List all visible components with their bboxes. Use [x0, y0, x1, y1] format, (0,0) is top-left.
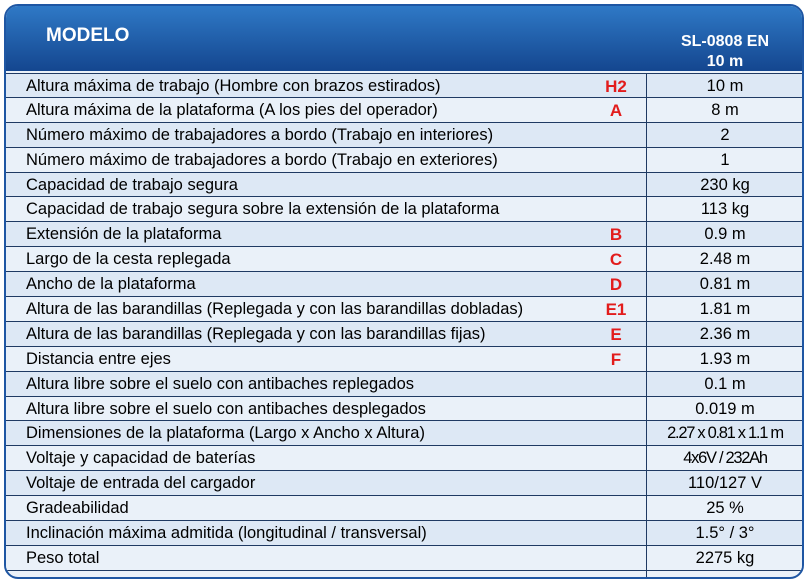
dimension-code: D	[609, 275, 623, 295]
spec-row	[6, 98, 802, 123]
spec-value: 230 kg	[700, 175, 750, 194]
spec-label: Peso total	[26, 548, 100, 567]
spec-value: 2275 kg	[695, 548, 755, 567]
spec-value: 2.27 x 0.81 x 1.1 m	[667, 424, 783, 443]
spec-value: 110/127 V	[687, 474, 762, 493]
spec-row	[6, 446, 802, 471]
spec-label: Distancia entre ejes	[26, 349, 171, 368]
spec-value: 1.81 m	[699, 300, 751, 319]
spec-label: Capacidad de trabajo segura sobre la extensión de la plataforma	[26, 200, 500, 219]
spec-label: Ancho de la plataforma	[26, 275, 196, 294]
dimension-code: F	[610, 349, 622, 369]
spec-row	[6, 148, 802, 173]
spec-row	[6, 546, 802, 571]
table-header	[6, 6, 802, 71]
dimension-code: C	[609, 250, 623, 270]
spec-value: 4x6V / 232Ah	[683, 449, 767, 468]
dimension-code: B	[609, 225, 623, 245]
spec-label: Gradeabilidad	[26, 499, 129, 518]
spec-row	[6, 123, 802, 148]
spec-value: 10 m	[706, 77, 744, 95]
spec-label: Extensión de la plataforma	[26, 225, 222, 244]
spec-row	[6, 73, 802, 98]
spec-row	[6, 471, 802, 496]
spec-row	[6, 397, 802, 422]
dimension-code: E1	[605, 300, 627, 320]
spec-label: Altura de las barandillas (Replegada y con las barandillas fijas)	[26, 324, 486, 343]
spec-value: 25 %	[706, 499, 744, 518]
spec-row	[6, 521, 802, 546]
spec-label: Número máximo de trabajadores a bordo (Trabajo en interiores)	[26, 125, 494, 144]
spec-label: Voltaje y capacidad de baterías	[26, 449, 256, 468]
spec-row	[6, 372, 802, 397]
spec-value: 1.93 m	[699, 349, 751, 368]
spec-label: Altura de las barandillas (Replegada y con las barandillas dobladas)	[26, 300, 524, 319]
spec-value: 0.019 m	[695, 399, 755, 418]
dimension-code: H2	[605, 77, 627, 96]
spec-value: 1.5° / 3°	[695, 524, 755, 543]
spec-label: Largo de la cesta replegada	[26, 250, 231, 269]
spec-label: Altura libre sobre el suelo con antibaches desplegados	[26, 399, 426, 418]
spec-label: Capacidad de trabajo segura	[26, 175, 238, 194]
spec-row	[6, 347, 802, 372]
spec-row	[6, 247, 802, 272]
spec-value: 8 m	[711, 100, 739, 119]
spec-row	[6, 297, 802, 322]
spec-value: 2.36 m	[699, 324, 751, 343]
spec-label: Altura máxima de trabajo (Hombre con brazos estirados)	[26, 77, 441, 95]
spec-label: Inclinación máxima admitida (longitudinal / transversal)	[26, 524, 427, 543]
spec-value: 0.81 m	[699, 275, 751, 294]
spec-table	[4, 4, 804, 579]
spec-rows	[6, 73, 802, 571]
spec-row	[6, 272, 802, 297]
model-heading	[646, 32, 804, 72]
spec-value: 0.9 m	[704, 225, 746, 244]
spec-row	[6, 173, 802, 198]
spec-row	[6, 222, 802, 247]
spec-label: Altura libre sobre el suelo con antibaches replegados	[26, 374, 414, 393]
spec-value: 2.48 m	[699, 250, 751, 269]
spec-row	[6, 197, 802, 222]
dimension-code: E	[610, 324, 622, 344]
dimension-code: A	[609, 100, 623, 120]
model-height: 10 m	[706, 53, 744, 70]
column-divider	[646, 73, 647, 577]
spec-row	[6, 421, 802, 446]
spec-row	[6, 322, 802, 347]
spec-label: Voltaje de entrada del cargador	[26, 474, 256, 493]
model-name: SL-0808 EN	[680, 33, 770, 50]
spec-label: Altura máxima de la plataforma (A los pies del operador)	[26, 100, 438, 119]
spec-value: 113 kg	[700, 200, 750, 219]
spec-label: Dimensiones de la plataforma (Largo x Ancho x Altura)	[26, 424, 425, 443]
model-label: MODELO	[46, 25, 130, 46]
spec-value: 0.1 m	[704, 374, 746, 393]
spec-value: 2	[720, 125, 730, 144]
spec-row	[6, 496, 802, 521]
spec-value: 1	[720, 150, 730, 169]
spec-label: Número máximo de trabajadores a bordo (Trabajo en exteriores)	[26, 150, 498, 169]
